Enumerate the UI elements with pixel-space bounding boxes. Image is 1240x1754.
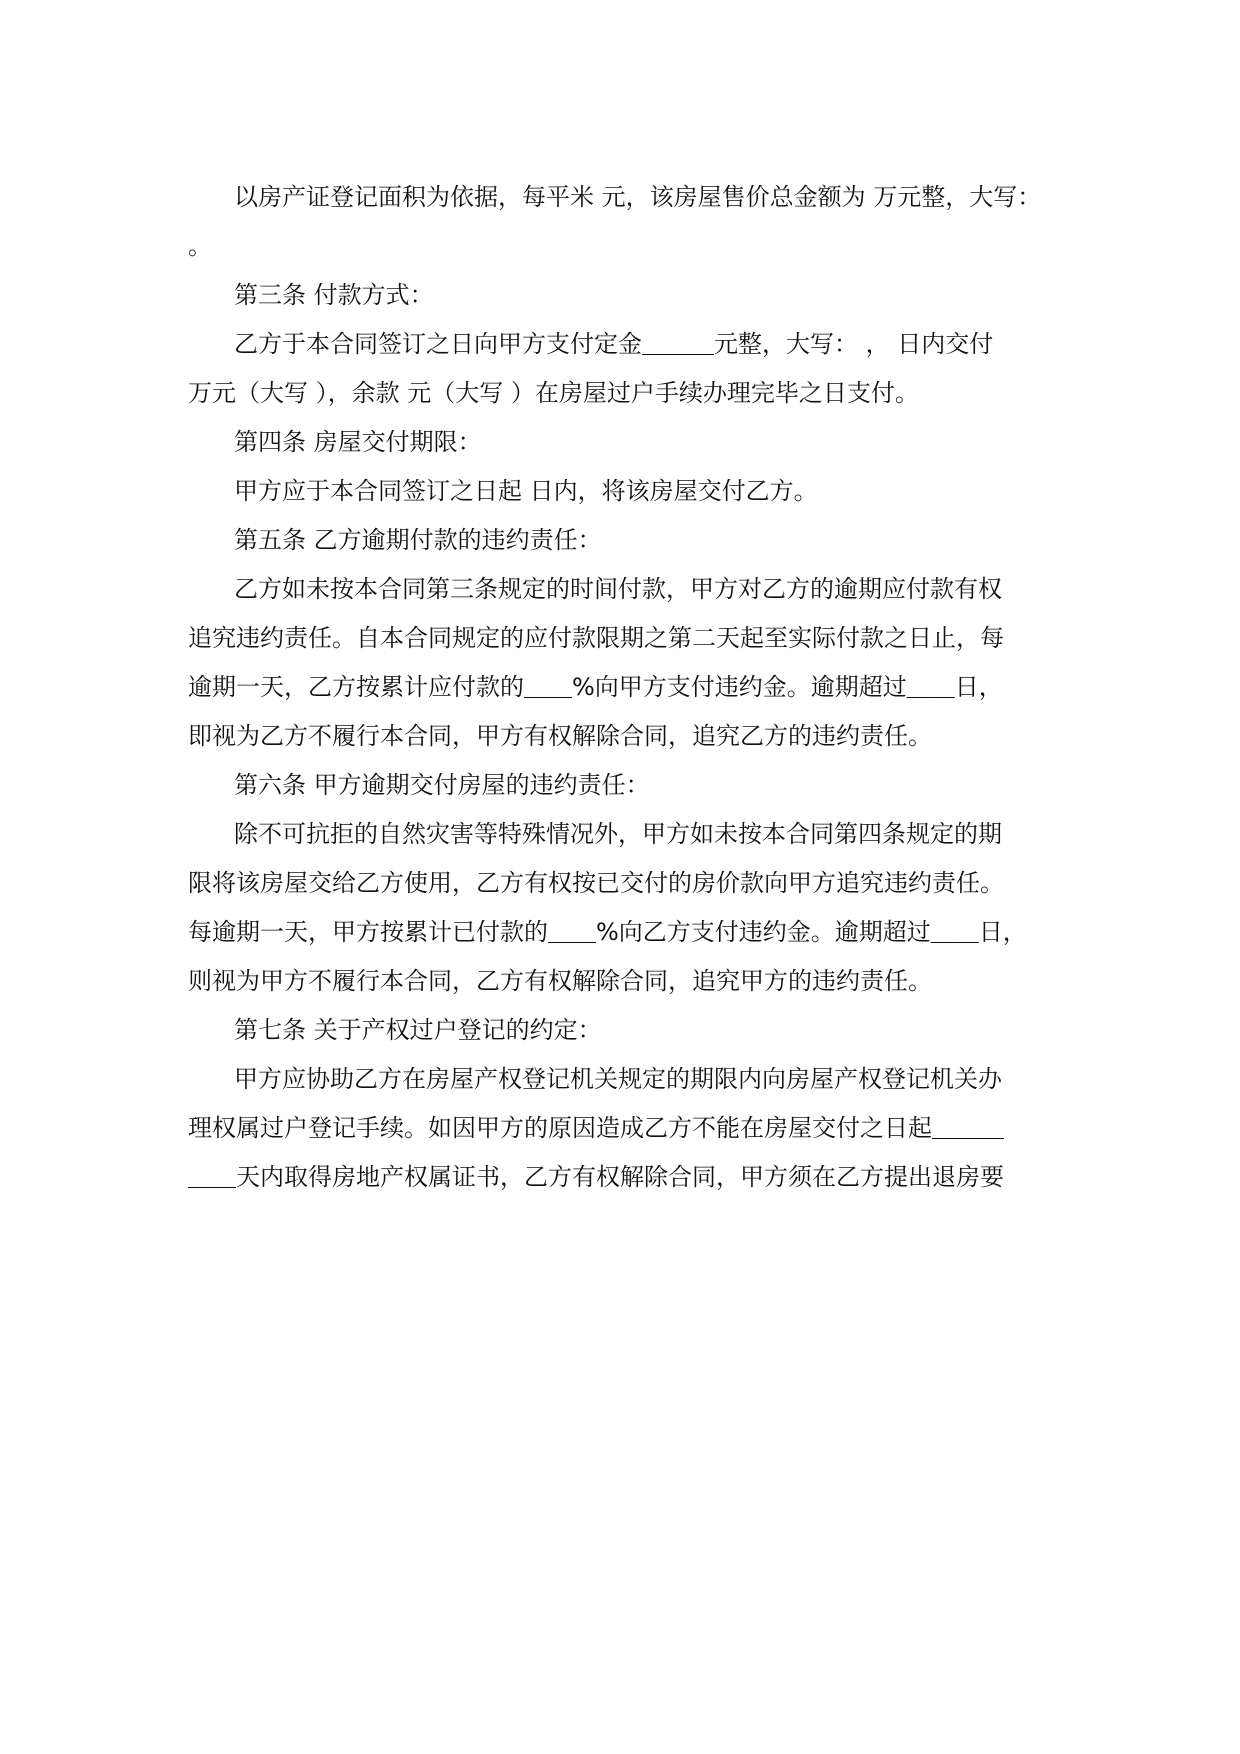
text-line: ＿＿天内取得房地产权属证书，乙方有权解除合同，甲方须在乙方提出退房要	[188, 1163, 1004, 1191]
text-line: 每逾期一天，甲方按累计已付款的＿＿%向乙方支付违约金。逾期超过＿＿日，	[188, 918, 1027, 946]
article-heading: 第六条 甲方逾期交付房屋的违约责任：	[234, 771, 650, 799]
text-line: 追究违约责任。自本合同规定的应付款限期之第二天起至实际付款之日止，每	[188, 624, 1004, 652]
text-line: 逾期一天，乙方按累计应付款的＿＿%向甲方支付违约金。逾期超过＿＿日，	[188, 673, 1003, 701]
text-line: 即视为乙方不履行本合同，甲方有权解除合同，追究乙方的违约责任。	[188, 722, 932, 750]
text-line: 乙方如未按本合同第三条规定的时间付款，甲方对乙方的逾期应付款有权	[234, 575, 1002, 603]
text-line: 甲方应协助乙方在房屋产权登记机关规定的期限内向房屋产权登记机关办	[234, 1065, 1002, 1093]
article-heading: 第五条 乙方逾期付款的违约责任：	[234, 526, 602, 554]
text-line: 限将该房屋交给乙方使用，乙方有权按已交付的房价款向甲方追究违约责任。	[188, 869, 1004, 897]
text-line: 理权属过户登记手续。如因甲方的原因造成乙方不能在房屋交付之日起＿＿＿	[188, 1114, 1004, 1142]
text-line: 以房产证登记面积为依据，每平米 元，该房屋售价总金额为 万元整，大写：	[234, 183, 1042, 211]
text-line: 万元（大写 ），余款 元（大写 ）在房屋过户手续办理完毕之日支付。	[188, 379, 919, 407]
text-line: 。	[188, 232, 212, 260]
article-heading: 第七条 关于产权过户登记的约定：	[234, 1016, 602, 1044]
text-line: 则视为甲方不履行本合同，乙方有权解除合同，追究甲方的违约责任。	[188, 967, 932, 995]
text-line: 乙方于本合同签订之日向甲方支付定金＿＿＿元整，大写： ， 日内交付	[234, 330, 994, 358]
text-line: 甲方应于本合同签订之日起 日内，将该房屋交付乙方。	[234, 477, 818, 505]
article-heading: 第四条 房屋交付期限：	[234, 428, 482, 456]
article-heading: 第三条 付款方式：	[234, 281, 434, 309]
text-line: 除不可抗拒的自然灾害等特殊情况外，甲方如未按本合同第四条规定的期	[234, 820, 1002, 848]
